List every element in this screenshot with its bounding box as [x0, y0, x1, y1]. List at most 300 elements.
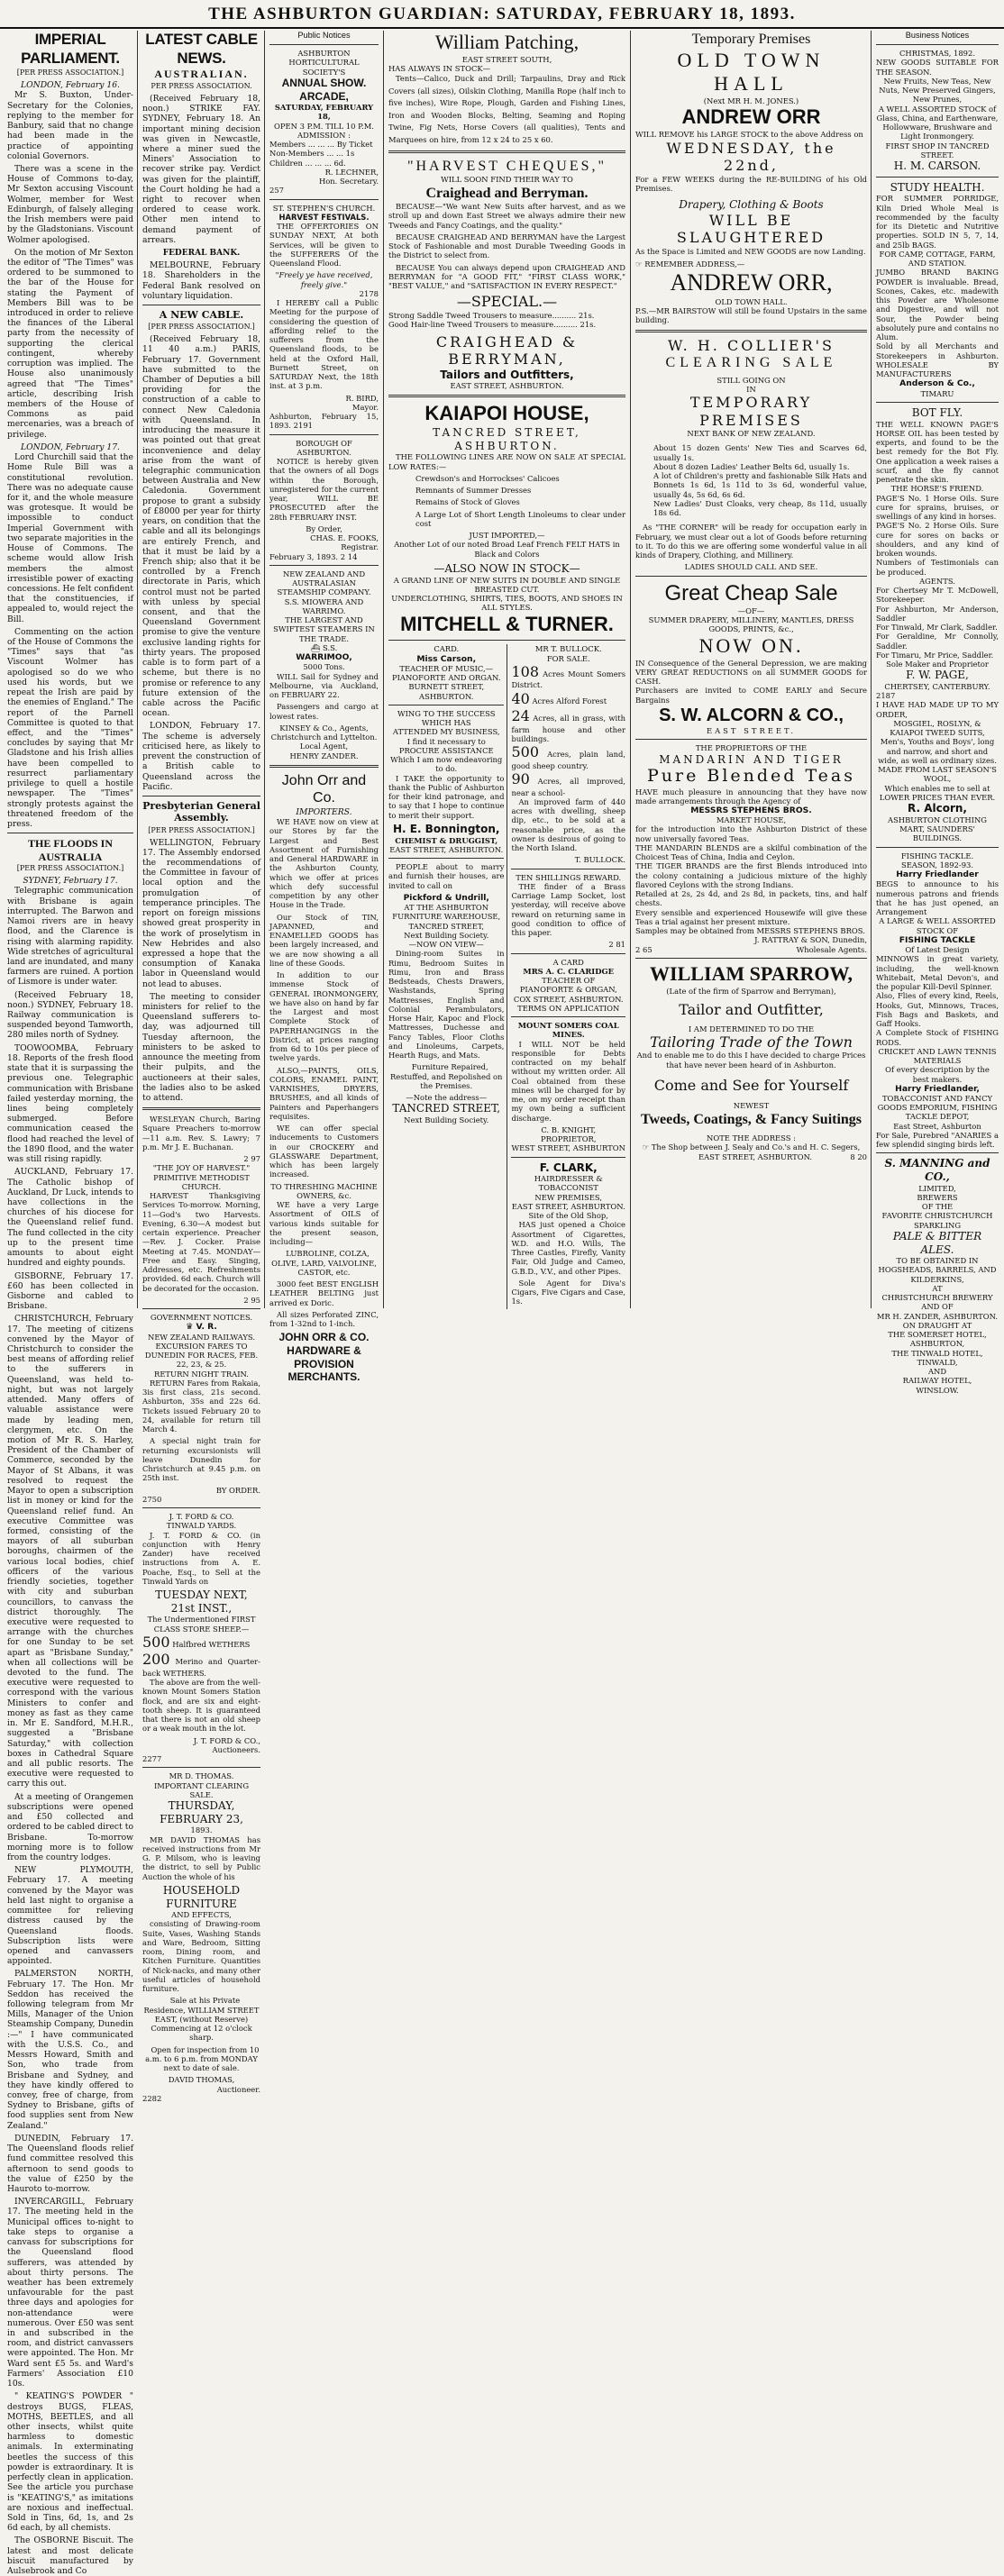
ad-subcolumn-right: [511, 644, 625, 1308]
list-item: Crewdson's and Horrockses' Calicoes: [415, 473, 560, 483]
ad-title: IN: [746, 384, 756, 394]
signature: PROPRIETOR,: [540, 1134, 597, 1144]
ad-title: J. T. FORD & CO.: [169, 1512, 234, 1522]
ad-title: TEMPORARY PREMISES: [689, 394, 813, 429]
signature: Auctioneer.: [216, 2084, 260, 2094]
notice: J. T. FORD & CO. (in conjunction with Henry Zander) have received instructions from A. E. Poache, Esq., to Sell at the Tinwald Yards on: [142, 1530, 260, 1586]
ad-title: "HARVEST CHEQUES,": [406, 158, 607, 174]
ad-title: FISHING TACKLE: [899, 934, 976, 945]
ad-title: MR T. BULLOCK.: [534, 644, 602, 654]
ad-paragraph: WHICH HAS: [421, 718, 471, 728]
ad-paragraph: Which enables me to sell at: [884, 783, 990, 793]
divider: [142, 1107, 260, 1110]
ad-title: EAST STREET.: [706, 726, 797, 736]
ad-title: WILL BE SLAUGHTERED: [676, 211, 826, 247]
ad-title: MARKET HOUSE,: [716, 815, 787, 825]
ad-paragraph: Samples may be obtained from MESSRS STEPHENS BROS.: [635, 926, 865, 936]
ad-title: Temporary Premises: [691, 32, 811, 47]
ad-title: ARCADE,: [299, 89, 349, 103]
ad-title: STILL GOING ON: [716, 375, 786, 385]
ad-title: SUMMER DRAPERY, MILLINERY, MANTLES, DRESS GOODS, PRINTS, &c.,: [648, 615, 854, 634]
ad-title: IMPORTERS.: [296, 806, 352, 817]
ad-paragraph: In addition to our immense Stock of GENERAL IRONMONGERY, we have also on hand by far the Largest and most Complete Stock of PAPERHANGINGS in the District, at prices ranging from 6d to 10s per piece of twelve yards.: [269, 970, 379, 1063]
signature: C. B. KNIGHT,: [541, 1124, 597, 1134]
article-paragraph: Commenting on the action of the House of Commons the "Times" says that "as Viscount Wolmer has apologised so do we who used his words, but we repeat the Irish are paid by the enemies of England." The report of the Parnell Committee is quoted to that effect, and the "Times" concludes by saying that Mr Gladstone and his Irish allies have been compelled to resurrect parliamentary privilege to quell a hostile newspaper. The "Times" strongly protests against the threatened freedom of the press.: [7, 626, 133, 829]
signature: J. RATTRAY & SON, Dunedin,: [754, 935, 867, 945]
column-business-notices: [872, 31, 1002, 1395]
divider: [388, 640, 625, 641]
ad-title: BOT FLY.: [911, 405, 963, 419]
notice: WESLEYAN Church, Baring Square Preachers to-morrow—11 a.m. Rev. S. Lawry; 7 p.m. Mr J. E. Buchanan.: [142, 1115, 260, 1151]
list-item: About 15 dozen Gents' New Ties and Scarves 6d, usually 1s.: [653, 443, 867, 462]
ad-paragraph: For Sale, Purebred "ANARIES a few splendid singing birds left.: [876, 1130, 999, 1150]
ad-title: Harry Friedlander,: [895, 1083, 980, 1094]
ad-title: HAIRDRESSER & TOBACCONIST: [534, 1174, 603, 1193]
signature: R. BIRD,: [345, 393, 379, 403]
ad-paragraph: BECAUSE CRAIGHEAD AND BERRYMAN have the Largest Stock of Fashionable and most Durable Tweeding Goods in the District to select from.: [388, 232, 625, 260]
ad-title: TUESDAY NEXT, 21st INST.,: [155, 1588, 248, 1615]
ad-title: S. MANNING and CO.,: [884, 1157, 990, 1184]
ad-title: CHERTSEY, CANTERBURY.: [884, 681, 990, 691]
ad-title: JOHN ORR & CO.: [278, 1331, 370, 1344]
ad-title: BOROUGH OF ASHBURTON.: [296, 438, 352, 457]
notice: NOTICE is hereby given that the owners of all Dogs within the Borough, unregistered for the current year, WILL BE PROSECUTED after the 28th FEBRUARY INST.: [269, 457, 379, 522]
ad-title: OLD TOWN HALL.: [715, 296, 788, 306]
price-line: Members ... ... ... By Ticket: [269, 140, 373, 150]
ad-paragraph: THE FOLLOWING LINES ARE NOW ON SALE AT SPECIAL LOW RATES:—: [388, 452, 625, 471]
crest-label: V. R.: [196, 1322, 217, 1333]
notice-title: GOVERNMENT NOTICES.: [150, 1313, 253, 1323]
ad-title: TANCRED STREET, ASHBURTON.: [433, 426, 581, 452]
ad-paragraph: HAVE much pleasure in announcing that they have now made arrangements through the Agency of: [635, 787, 867, 806]
ad-title: MADE FROM LAST SEASON'S WOOL,: [878, 765, 997, 784]
ad-title: HAS ALWAYS IN STOCK—: [388, 64, 490, 74]
signature: Hon. Secretary.: [318, 177, 379, 187]
ad-title: John Orr and Co.: [281, 772, 367, 806]
article-paragraph: NEW PLYMOUTH, February 17. A meeting convened by the Mayor was held last night to organise a committee for relieving distress caused by the Queensland floods. Subscription lists were opened and canvassers appointed.: [7, 1865, 133, 1967]
price-line: Good Hair-line Tweed Trousers to measure.......... 21s.: [388, 320, 597, 330]
ad-paragraph: [635, 1142, 867, 1151]
section-heading: IMPERIAL PARLIAMENT.: [21, 31, 120, 67]
ad-title: PIANOFORTE & ORGAN,: [519, 985, 617, 995]
list-item: About 8 dozen Ladies' Leather Belts 6d, usually 1s.: [653, 461, 850, 471]
ad-title: MANDARIN AND TIGER: [659, 752, 844, 766]
list-item: For Ashburton, Mr Anderson, Saddler: [876, 604, 999, 623]
ad-title: Pickford & Undrill,: [403, 892, 489, 903]
ad-title: MRS A. C. CLARIDGE: [523, 966, 615, 976]
ad-title: ANNUAL SHOW.: [281, 76, 367, 89]
lot-count: 200: [142, 1651, 170, 1669]
ad-title: TIMARU: [920, 388, 954, 398]
article-paragraph: INVERCARGILL, February 17. The meeting held in the Municipal offices to-night to take steps to organise a canvass for subscriptions for the Queensland flood sufferers, was attended by about thirty persons. The weather has been extremely unfavourable for the past three days and apologies for non-attendance were numerous. Over £50 was sent in and subscribed in the room, and district canvassers were appointed. The Hon. Mr Ward sent £5 5s. and Ward's Farmers' Association £10 10s.: [7, 2197, 133, 2389]
ad-title: Tailoring Trade of the Town: [650, 1033, 853, 1051]
list-item: Remains of Stock of Gloves: [415, 497, 520, 507]
article-paragraph: There was a scene in the House of Commons to-day, Mr Sexton accusing Viscount Wolmer, member for West Edinburgh, of falsely alleging the Irish members were paid by the Gladstonians. Viscount Wolmer apologised.: [7, 163, 133, 245]
ad-paragraph: JUMBO BRAND BAKING POWDER is invaluable. Bread, Scones, Cakes, etc. madewith this Powder are Wholesome and Digestive, and will not Sour, the Powder being absolutely pure and contains no Alum.: [876, 268, 999, 342]
article-paragraph: MELBOURNE, February 18. Shareholders in the Federal Bank resolved on voluntary liquidation.: [142, 260, 260, 301]
ad-paragraph: THE TIGER BRANDS are the first Blends introduced into the colony containing a judicious mixture of the highly flavored Ceylons with the strong Indians.: [635, 861, 867, 889]
ad-paragraph: And to enable me to do this I have decided to charge Prices that have never been heard of in Ashburton.: [636, 1051, 866, 1070]
ad-title: East Street, Ashburton: [893, 1121, 981, 1131]
ad-number: 2277: [142, 1754, 162, 1764]
signature: EAST STREET, ASHBURTON.: [698, 1151, 813, 1161]
ad-title: CRAIGHEAD & BERRYMAN,: [435, 332, 579, 369]
list-item: For Timaru, Mr Price, Saddler.: [876, 650, 994, 660]
ad-title: MR H. ZANDER, ASHBURTON.: [876, 1311, 999, 1321]
ad-paragraph: P.S.—MR BAIRSTOW will still be found Upstairs in the same building.: [635, 306, 867, 325]
notice: 5000 Tons.: [303, 662, 345, 672]
dateline: LONDON, February 17.: [21, 441, 120, 452]
acre-desc: Acres, plain land, good sheep country.: [511, 750, 625, 770]
ad-title: F. CLARK,: [539, 1161, 598, 1174]
ad-title: PALE & BITTER ALES.: [892, 1229, 982, 1256]
ad-paragraph: Of every description by the best makers.: [885, 1065, 990, 1084]
ad-paragraph: Tents—Calico, Duck and Drill; Tarpaulins, Dray and Rick Covers (all sizes), Oilskin Clothing, Manilla Rope (half inch to five inches), Wire Rope, Plough, Garden and Fishing Lines, Iron and Wooden Blocks, Belting, Seaming and Roping Twine, Fig Nets, Horse Covers (all qualities), Tents and Marquees on hire, from 12 x 24 to 25 x 60.: [388, 74, 625, 144]
dateline: SYDNEY, February 17.: [23, 876, 118, 887]
column-public-notices: [266, 31, 382, 1384]
ad-title: Tailors and Outfitters,: [440, 368, 574, 381]
ad-paragraph: Our Stock of TIN, JAPANNED, and ENAMELLED GOODS has been largely increased, and we are now showing a all line of these Goods.: [269, 912, 379, 968]
press-line: PER PRESS ASSOCIATION.: [151, 82, 252, 91]
ad-title: WEDNESDAY, the 22nd,: [666, 139, 836, 175]
article-paragraph: Telegraphic communication with Brisbane is again interrupted. The Barwon and Namoi rivers are in heavy flood, and the Clarence is rising with alarming rapidity. Wide stretches of agricultural land are inundated, and many farmers are ruined. A portion of Lismore is under water.: [7, 886, 133, 988]
ad-title: EAST STREET, ASHBURTON.: [450, 381, 564, 391]
ad-title: BREWERS: [917, 1192, 958, 1202]
ad-title: THE TINWALD HOTEL,: [891, 1348, 983, 1358]
ad-title: TOBACCONIST AND FANCY GOODS EMPORIUM, FISHING TACKLE DEPOT,: [877, 1093, 998, 1122]
notice: Local Agent,: [299, 742, 349, 751]
ad-paragraph: THE WELL KNOWN PAGE'S HORSE OIL has been tested by experts, and found to be the best remedy for the Bot Fly. One application a week raises a scurf, and the fly cannot penetrate the skin.: [876, 419, 999, 485]
list-item: A lot of Children's pretty and fashionable Silk Hats and Bonnets 1s 6d, 1s 11d to 3s 6d, wonderful value, usually 4s, 5s 6d, 6s 6d.: [653, 471, 867, 499]
notice: [269, 552, 379, 561]
notice: RETURN Fares from Rakaia, 3is first class, 21s second. Ashburton, 35s and 22s 6d. Tickets issued February 20 to 24, available for return till March 4.: [142, 1378, 260, 1434]
ad-title: HOGSHEADS, BARRELS, AND KILDERKINS,: [878, 1265, 997, 1284]
ad-paragraph: I find it necessary to: [406, 736, 486, 746]
ad-title: AND OF: [921, 1302, 954, 1312]
ad-title: KAIAPOI HOUSE,: [424, 402, 589, 425]
column-imperial-parliament: [4, 31, 137, 2576]
ad-paragraph: UNDERCLOTHING, SHIRTS, TIES, BOOTS, AND SHOES IN ALL STYLES.: [391, 594, 623, 613]
ad-paragraph: 3000 feet BEST ENGLISH LEATHER BELTING just arrived ex Doric.: [269, 1279, 379, 1307]
acre-desc: Acres, all in grass, with farm house and other buildings.: [511, 714, 625, 743]
ad-paragraph: A WELL ASSORTED STOCK of Glass, China, and Earthenware, Hollowware, Brushware and Light Ironmongery.: [876, 104, 999, 141]
ad-paragraph: An improved farm of 440 acres with dwelling, sheep dip, etc., to be sold at a reasonable price, as the owner is desirous of going to the North Island.: [511, 796, 625, 853]
ad-paragraph: NEW GOODS SUITABLE FOR THE SEASON.: [876, 58, 999, 77]
crest-icon: ♛: [186, 1322, 194, 1333]
ad-title: F. W. PAGE,: [906, 669, 969, 682]
divider: [511, 1016, 625, 1017]
divider: [269, 44, 379, 45]
ad-paragraph: THE finder of a Brass Carriage Lamp Socket, lost yesterday, will receive above reward on returning same in good condition to office of this paper.: [511, 881, 625, 938]
acre-desc: Acres, all improved, near a school-: [511, 777, 625, 797]
ad-paragraph: Another Lot of our noted Broad Leaf French FELT HATS in Black and Colors: [394, 540, 620, 559]
divider: [142, 1767, 260, 1768]
divider: [142, 1308, 260, 1309]
ad-paragraph: Retailed at 2s, 2s 4d, and 2s 8d, in packets, tins, and half chests.: [635, 889, 867, 908]
notice: A special night train for returning excursionists will leave Dunedin for Christchurch at 9.45 p.m. on 25th inst.: [142, 1436, 260, 1483]
notice-title: RETURN NIGHT TRAIN.: [154, 1369, 249, 1379]
signature: DAVID THOMAS,: [168, 2075, 235, 2085]
ad-title: —NOW ON VIEW—: [408, 940, 484, 949]
signature: Wholesale Agents.: [796, 944, 867, 954]
ad-title: TINWALD,: [917, 1357, 958, 1367]
divider: [635, 739, 867, 740]
ad-title: AT THE ASHBURTON: [404, 903, 489, 912]
ad-number: 2178: [359, 288, 379, 298]
ad-number: 2282: [142, 2093, 162, 2103]
notice-title: EXCURSION FARES TO DUNEDIN FOR RACES, FEB. 22, 23, & 25.: [144, 1341, 259, 1370]
signature: R. LECHNER,: [324, 167, 379, 177]
ad-number: 8 20: [850, 1151, 867, 1161]
ad-paragraph: BECAUSE—"We want New Suits after harvest, and as we stroll up and down East Street we always admire their new Tweeds and Fancy Coatings, and the quality.": [388, 202, 625, 230]
section-heading: Business Notices: [905, 31, 970, 40]
signature: Auctioneers.: [212, 1744, 260, 1754]
acre-count: 40: [511, 689, 530, 707]
ad-paragraph: THE MANDARIN BLENDS are a skilful combination of the Choicest Teas of China, India and Ceylon.: [635, 842, 867, 862]
ad-title: Harry Friedlander: [896, 869, 979, 880]
ad-title: WILLIAM SPARROW,: [650, 961, 853, 985]
ad-paragraph: PAGE'S No. 2 Horse Oils. Sure cure for sores on backs or shoulders, and any kind of broken wounds.: [876, 521, 999, 559]
ad-paragraph: Every sensible and experienced Housewife will give these Teas a trial against her present mixture.: [635, 907, 867, 926]
ad-title: H. M. CARSON.: [893, 159, 981, 173]
divider: [511, 1157, 625, 1158]
ad-paragraph: I WILL NOT be held responsible for Debts contracted on my behalf without my written order. All Coal obtained from these mines will be charged for by me, on my order receipt than my own being a sufficient discharge.: [511, 1039, 625, 1123]
list-item: A Large Lot of Short Length Linoleums to clear under cost: [415, 509, 625, 528]
ad-number: 2 97: [243, 1154, 260, 1164]
subheading: Presbyterian General Assembly.: [142, 799, 260, 824]
ad-title: Sole Maker and Proprietor: [886, 660, 989, 669]
column-drapery-ads: [385, 31, 629, 1308]
ad-title: Craighead and Berryman.: [425, 185, 589, 201]
divider: [388, 150, 625, 153]
ad-title: HARDWARE & PROVISION MERCHANTS.: [287, 1344, 361, 1384]
acre-desc: Acres Mount Somers District.: [511, 669, 625, 690]
notice: I HEREBY call a Public Meeting for the purpose of considering the question of affording relief to the sufferers from the Queensland floods, to be held at the Oxford Hall, Burnett Street, on SATURDAY Next, the 18th inst. at 3 p.m.: [269, 298, 379, 391]
ad-paragraph: WE HAVE now on view at our Stores by far the Largest and Best Assortment of Furnishing and General HARDWARE in the Ashburton County, which we offer at prices which defy successful competition by any other House in the Trade.: [269, 817, 379, 910]
ad-title: TINWALD YARDS.: [166, 1521, 237, 1531]
ad-title: EAST STREET, ASHBURTON.: [511, 1201, 625, 1211]
ad-title: OLD TOWN HALL: [677, 48, 826, 96]
ad-title: THE SOMERSET HOTEL,: [888, 1330, 987, 1340]
signature-line: [635, 1152, 867, 1161]
ad-title: Of Latest Design: [905, 945, 970, 954]
ad-paragraph: WE can offer special inducements to Customers in our CROCKERY and GLASSWARE Department, which has been largely increased.: [269, 1124, 379, 1179]
ad-paragraph: HAS just opened a Choice Assortment of Cigarettes, W.D. and H.O. Wills, The Three Castles, Firefly, Vanity Fair, Old Judge and Cameo, G.B.D., V.V., and other Pipes.: [511, 1220, 625, 1276]
ad-title: S. W. ALCORN & CO.,: [659, 705, 844, 725]
ad-paragraph: for the introduction into the Ashburton District of these now universally favored Teas.: [635, 824, 867, 843]
ad-number: 2 95: [243, 1295, 260, 1305]
article-paragraph: PALMERSTON NORTH, February 17. The Hon. Mr Seddon has received the following telegram from Mr Mills, Manager of the Union Steamship Company, Dunedin :—" I have communicated with the U.S.S. Co., and Messrs Howard, Smith and Son, who trade from Brisbane and Sydney, and they have kindly offered to convey, free of charge, from Sydney to Brisbane, gifts of food supplies sent from New Zealand.": [7, 1969, 133, 2131]
ad-number: 2 81: [608, 940, 625, 950]
ad-paragraph: A Complete Stock of FISHING RODS.: [876, 1028, 999, 1047]
ad-subcolumn-left: [388, 644, 507, 1308]
ad-title: Next Building Society.: [404, 1115, 489, 1124]
ad-title: R. Alcorn,: [908, 802, 967, 815]
steamship-icon: ⛴: [310, 642, 321, 652]
ad-number: 2191: [293, 421, 313, 431]
ad-paragraph: Sold by all Merchants and Storekeepers in Ashburton. WHOLESALE BY MANUFACTURERS: [876, 341, 999, 379]
ad-title: —ALSO NOW IN STOCK—: [434, 561, 580, 575]
notice-date: Ashburton, February 15, 1893.: [269, 412, 379, 431]
acre-line: [511, 707, 625, 743]
pointing-hand-icon: ☞: [642, 1142, 650, 1152]
list-item: For Tinwald, Mr Clark, Saddler.: [876, 623, 998, 633]
ad-title: JUST IMPORTED,—: [469, 531, 545, 541]
column-latest-cable-news: [139, 31, 264, 2103]
ad-title: EAST STREET SOUTH,: [461, 54, 552, 64]
ad-title: FOR CAMP, COTTAGE, FARM, AND STATION.: [879, 249, 996, 269]
ad-title: CLEARING SALE: [665, 355, 837, 371]
list-item: New Ladies' Dust Cloaks, very cheap, 8s 11d, usually 18s 6d.: [653, 498, 867, 518]
ad-title: ANDREW ORR,: [670, 269, 833, 296]
notice: "Freely ye have received, freely give.": [275, 270, 373, 289]
notice-date: February 3, 1893.: [269, 551, 339, 561]
column-rule: [137, 31, 138, 1308]
ad-title: CHRISTCHURCH BREWERY: [881, 1293, 993, 1303]
acre-count: 108: [511, 662, 540, 680]
ad-title: EAST STREET, ASHBURTON.: [389, 844, 504, 854]
press-line: [PER PRESS ASSOCIATION.]: [148, 825, 255, 834]
ad-title: AT: [932, 1283, 943, 1293]
price-line: Non-Members ... ... 1s: [269, 149, 355, 159]
divider: [635, 576, 867, 577]
article-paragraph: TOOWOOMBA, February 18. Reports of the fresh flood state that it is surpassing the previous one. Telegraphic communication with Brisbane failed yesterday morning, the lines being completely submerged. Before communication ceased the flood had reached the level of the 1890 flood, and the water was still rising rapidly.: [7, 1042, 133, 1165]
signature: J. T. FORD & CO.,: [193, 1735, 260, 1745]
ad-paragraph: IN Consequence of the General Depression, we are making VERY GREAT REDUCTIONS on all SUMMER GOODS for CASH.: [635, 658, 867, 687]
ad-paragraph: As "THE CORNER" will be ready for occupation early in February, we must clear out a lot of Goods before returning to it. To do this we are offering some wonderful value in all kinds of Drapery, Clothing, and Millinery.: [635, 523, 867, 560]
section-subheading: AUSTRALIAN.: [154, 68, 249, 81]
ad-title: NOTE THE ADDRESS :: [707, 1133, 796, 1143]
article-paragraph: AUCKLAND, February 17. The Catholic bishop of Auckland, Dr Luck, intends to have collections in the churches of his diocese for the Queensland relief fund. The fund collected in the city up to the present time amounts to about eight hundred and eighty pounds.: [7, 1167, 133, 1269]
ad-title: FIRST SHOP IN TANCRED STREET.: [885, 141, 990, 159]
ad-paragraph: MINNOWS in great variety, including, the well-known Whitebait, Metal Devon's, and the popular Kill-Devil Spinner.: [876, 954, 999, 991]
notice: MR DAVID THOMAS has received instructions from Mr G. P. Milsom, who is leaving the district, to sell by Public Auction the whole of his: [142, 1834, 260, 1881]
ad-paragraph: Numbers of Testimonials can be produced.: [876, 558, 999, 577]
ad-title: I AM DETERMINED TO DO THE: [688, 1024, 815, 1033]
ad-paragraph: ATTENDED MY BUSINESS,: [392, 727, 500, 737]
ad-paragraph: I HAVE HAD MADE UP TO MY ORDER,: [876, 700, 999, 719]
ad-title: RAILWAY HOTEL,: [902, 1376, 972, 1386]
ad-title: H. E. Bonnington,: [392, 822, 500, 835]
price-line: Children ... ... ... 6d.: [269, 158, 346, 168]
ad-title: CRICKET AND LAWN TENNIS MATERIALS: [878, 1046, 997, 1065]
ad-title: Next Building Society.: [404, 930, 489, 940]
press-line: [PER PRESS ASSOCIATION.]: [16, 864, 124, 873]
signature: T. BULLOCK.: [574, 855, 625, 865]
divider: [876, 44, 999, 45]
lot-desc: Halfbred WETHERS: [172, 1639, 251, 1649]
lot-count: 500: [142, 1633, 170, 1651]
ad-title: HORTICULTURAL SOCIETY'S: [288, 58, 360, 77]
ad-title: MR D. THOMAS.: [169, 1771, 234, 1781]
notice-title: NEW ZEALAND RAILWAYS.: [147, 1332, 256, 1342]
ad-paragraph: New Fruits, New Teas, New Nuts, New Preserved Gingers, New Prunes,: [879, 76, 996, 105]
ad-title: WINSLOW.: [916, 1385, 959, 1395]
advert-paragraph: The OSBORNE Biscuit. The latest and most delicate biscuit manufactured by Aulsebrook and Co: [7, 2535, 133, 2576]
ad-title: OF THE: [921, 1202, 954, 1212]
ad-title: Drapery, Clothing & Boots: [679, 198, 824, 212]
ad-title: Pure Blended Teas: [646, 766, 856, 787]
article-paragraph: Lord Churchill said that the Home Rule Bill was a constitutional revolution. There was no adequate cause for it, and the whole measure was grotesque. It would be impossible to conduct Imperial Government with two separate majorities in the House of Commons. The scheme would allow Irish members the almost irresistible power of exacting concessions. He felt confident that the constituencies, if appealed to, would reject the Bill.: [7, 452, 133, 624]
ad-title: Miss Carson,: [416, 653, 477, 664]
ad-title: NEXT BANK OF NEW ZEALAND.: [687, 429, 816, 439]
list-item: For Geraldine, Mr Connolly, Saddler.: [876, 632, 999, 651]
ad-title: TEN SHILLINGS REWARD.: [516, 872, 622, 882]
ad-title: Anderson & Co.,: [899, 378, 975, 389]
ad-title: TEACHER OF: [542, 976, 596, 986]
notice: THE OFFERTORIES ON SUNDAY NEXT, At both Services, will be given to the SUFFERERS Of the Queensland Flood.: [269, 222, 379, 269]
ad-title: (Late of the firm of Sparrow and Berryman),: [666, 986, 836, 996]
ad-title: 1893.: [190, 1825, 213, 1835]
lot-desc: Merino and Quarter-back WETHERS.: [142, 1657, 260, 1678]
ad-title: CHRISTMAS, 1892.: [899, 49, 975, 59]
ad-title: [269, 643, 379, 652]
article-paragraph: The meeting to consider ministers for relief to the Queensland sufferers to-day, was adjourned till Tuesday afternoon, the ministers to be asked to announce the meeting from their pulpits, and the auctioneers at their sales, the ladies also to be asked to attend.: [142, 991, 260, 1103]
ad-paragraph: Purchasers are invited to COME EARLY and Secure Bargains: [635, 686, 867, 705]
ad-title: ST. STEPHEN'S CHURCH.: [272, 203, 376, 213]
price-line: Strong Saddle Tweed Trousers to measure.......... 21s.: [388, 311, 595, 320]
subheading: FEDERAL BANK.: [162, 249, 241, 259]
divider: [269, 434, 379, 435]
article-paragraph: CHRISTCHURCH, February 17. The meeting of citizens convened by the Mayor of Christchurch to consider the best means of affording relief to the sufferers in Queensland, was held to-night, but was not largely attended. Many offers of valuable assistance were made by leading men, clergymen, etc. On the motion of Mr R. S. Harley, President of the Chamber of Commerce, seconded by the Mayor of St Albans, it was resolved to request the Mayor to open a subscription list in money or kind for the Queensland relief fund. An executive Committee was formed, consisting of the mayors of all suburban boroughs, chairmen of the various local bodies, chief officers of the various friendly societies, together with city and suburban councillors, to canvass the district thoroughly. The executive were requested to arrange with the churches for one Sunday to be set apart as "Brisbane Sunday," when all collections will be devoted to the fund. The executive were requested to correspond with the various Ministers to confer and money as fast as they came in. Mr E. Sandford, M.H.R., suggested a "Brisbane Saturday," with collection boxes in Cathedral Square and all public resorts. The executive were requested to carry this out.: [7, 1314, 133, 1789]
pointing-hand-icon: ☞: [635, 259, 643, 269]
signature: BY ORDER.: [215, 1485, 260, 1495]
signature: Registrar.: [341, 542, 379, 552]
ad-title: TO THRESHING MACHINE OWNERS, &c.: [270, 1181, 378, 1200]
notice: consisting of Drawing-room Suite, Vases, Washing Stands and Ware, Bedroom, Sitting room, Dining room, and Kitchen Furniture. Quantities of Nick-nacks, and many other useful articles of household furniture.: [142, 1919, 260, 1994]
ad-title: ON DRAUGHT AT: [902, 1320, 972, 1330]
article-paragraph: (Received February 18, noon.) SYDNEY, February 18. Railway communication is suspended beyond Tamworth, 280 miles north of Sydney.: [7, 989, 133, 1041]
ad-paragraph: BEGS to announce to his numerous patrons and friends that he has just opened, an Arrangement: [876, 879, 999, 917]
ad-title: CARD.: [434, 644, 460, 654]
address-label: The Shop between J. Sealy and Co.'s and H. C. Segers,: [651, 1142, 861, 1152]
ad-title: (Next MR H. M. JONES.): [703, 96, 799, 106]
column-rule: [871, 31, 872, 1308]
lot-line: [142, 1634, 260, 1652]
ad-number: 2187: [876, 691, 896, 701]
notice: Sale at his Private Residence, WILLIAM STREET EAST, (without Reserve) Commencing at 12 o'clock sharp.: [143, 1996, 260, 2043]
divider: [269, 199, 379, 200]
column-andrew-orr-ads: [632, 31, 871, 1308]
ad-title: A LARGE & WELL ASSORTED STOCK OF: [879, 916, 996, 935]
ad-paragraph: All sizes Perforated ZINC, from 1-32nd to 1-inch.: [269, 1309, 379, 1329]
ad-paragraph: Also, Flies of every kind, Reels, Hooks, Gut, Minnows, Traces, Fish Bags and Baskets, and Gaff Hooks.: [876, 991, 999, 1028]
notice-title: PRIMITIVE METHODIST CHURCH.: [153, 1172, 250, 1191]
ad-paragraph: For a FEW WEEKS during the RE-BUILDING of his Old Premises.: [635, 174, 867, 193]
divider: [142, 1507, 260, 1508]
ad-title: —OF—: [737, 605, 765, 615]
ad-paragraph: PAGE'S No. 1 Horse Oils. Sure cure for sprains, bruises, or swellings of any kind in horses.: [876, 493, 999, 522]
ad-title: STUDY HEALTH.: [890, 180, 985, 194]
ad-title: WILL SOON FIND THEIR WAY TO: [441, 175, 573, 185]
ad-paragraph: BECAUSE You can always depend upon CRAIGHEAD AND BERRYMAN for "A GOOD FIT," "FIRST CLASS WORK," "BEST VALUE," and "SATISFACTION IN EVERY RESPECT.": [388, 262, 625, 291]
ad-title: LIMITED,: [918, 1183, 956, 1193]
article-paragraph: At a meeting of Orangemen subscriptions were opened and £50 collected and ordered to be cabled direct to Brisbane. To-morrow morning more is to follow from the country lodges.: [7, 1791, 133, 1862]
ad-paragraph: WILL REMOVE his LARGE STOCK to the above Address on: [635, 130, 863, 140]
ad-paragraph: ALSO,—PAINTS, OILS, COLORS, ENAMEL PAINT, VARNISHES, DRYERS, BRUSHES, and all kinds of Painters and Paperhangers requisites.: [269, 1065, 379, 1121]
ad-title: MOUNT SOMERS COAL MINES.: [517, 1021, 619, 1040]
column-rule: [383, 31, 384, 1308]
signature: WEST STREET, ASHBURTON: [511, 1143, 625, 1153]
divider: [635, 330, 867, 332]
ad-title: THE HORSE'S FRIEND.: [890, 484, 984, 494]
ad-title: ASHBURTON,: [909, 1339, 965, 1349]
divider: [269, 765, 379, 768]
ad-paragraph: Sole Agent for Diva's Cigars, Five Cigars and Case, 1s.: [511, 1278, 625, 1306]
ad-title: NEW PREMISES,: [534, 1192, 603, 1202]
ad-title: TERMS ON APPLICATION: [517, 1003, 620, 1013]
divider: [876, 1152, 999, 1153]
